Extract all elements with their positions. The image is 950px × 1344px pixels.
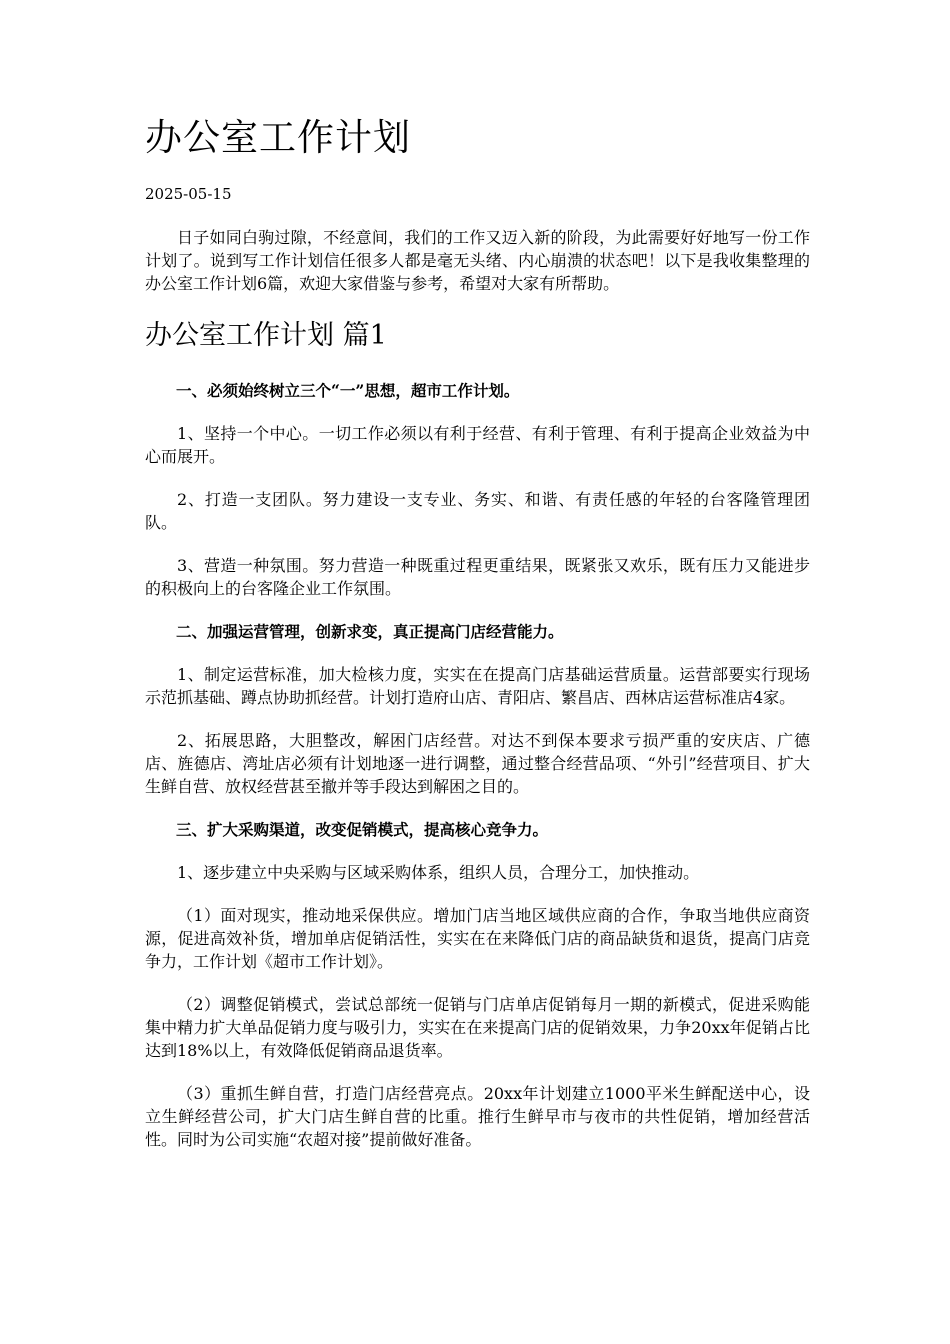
- paragraph-5: 2、拓展思路，大胆整改，解困门店经营。对达不到保本要求亏损严重的安庆店、广德店、旌德店、湾址店必须有计划地逐一进行调整，通过整合经营品项、“外引”经营项目、扩大生鲜自营、放权经营甚至撤并等手段达到解困之目的。: [145, 731, 810, 796]
- paragraph-8: （2）调整促销模式，尝试总部统一促销与门店单店促销每月一期的新模式，促进采购能集中精力扩大单品促销力度与吸引力，实实在在来提高门店的促销效果，力争20xx年促销占比达到18%以上，有效降低促销商品退货率。: [145, 995, 810, 1060]
- section-heading-1: 一、必须始终树立三个“一”思想，超市工作计划。: [176, 381, 520, 400]
- paragraph-6: 1、逐步建立中央采购与区域采购体系，组织人员，合理分工，加快推动。: [177, 863, 700, 882]
- paragraph-1: 1、坚持一个中心。一切工作必须以有利于经营、有利于管理、有利于提高企业效益为中心而展开。: [145, 424, 810, 466]
- document-date: 2025-05-15: [145, 185, 232, 203]
- paragraph-3: 3、营造一种氛围。努力营造一种既重过程更重结果，既紧张又欢乐，既有压力又能进步的积极向上的台客隆企业工作氛围。: [145, 556, 810, 598]
- paragraph-7: （1）面对现实，推动地采保供应。增加门店当地区域供应商的合作，争取当地供应商资源，促进高效补货，增加单店促销活性，实实在在来降低门店的商品缺货和退货，提高门店竞争力，工作计划《超市工作计划》。: [145, 906, 810, 971]
- section-heading-2: 二、加强运营管理，创新求变，真正提高门店经营能力。: [176, 622, 564, 641]
- document-title: 办公室工作计划: [145, 116, 411, 159]
- intro-paragraph: 日子如同白驹过隙，不经意间，我们的工作又迈入新的阶段，为此需要好好地写一份工作计划了。说到写工作计划信任很多人都是毫无头绪、内心崩溃的状态吧！以下是我收集整理的办公室工作计划6篇，欢迎大家借鉴与参考，希望对大家有所帮助。: [145, 228, 810, 293]
- document-body: [145, 226, 810, 1171]
- paragraph-4: 1、制定运营标准，加大检核力度，实实在在提高门店基础运营质量。运营部要实行现场示范抓基础、蹲点协助抓经营。计划打造府山店、青阳店、繁昌店、西林店运营标准店4家。: [145, 665, 810, 707]
- paragraph-2: 2、打造一支团队。努力建设一支专业、务实、和谐、有责任感的年轻的台客隆管理团队。: [145, 490, 810, 532]
- paragraph-9: （3）重抓生鲜自营，打造门店经营亮点。20xx年计划建立1000平米生鲜配送中心，设立生鲜经营公司，扩大门店生鲜自营的比重。推行生鲜早市与夜市的共性促销，增加经营活性。同时为公司实施“农超对接”提前做好准备。: [145, 1084, 810, 1149]
- section-heading-3: 三、扩大采购渠道，改变促销模式，提高核心竞争力。: [176, 820, 549, 839]
- section-title: 办公室工作计划 篇1: [145, 320, 387, 351]
